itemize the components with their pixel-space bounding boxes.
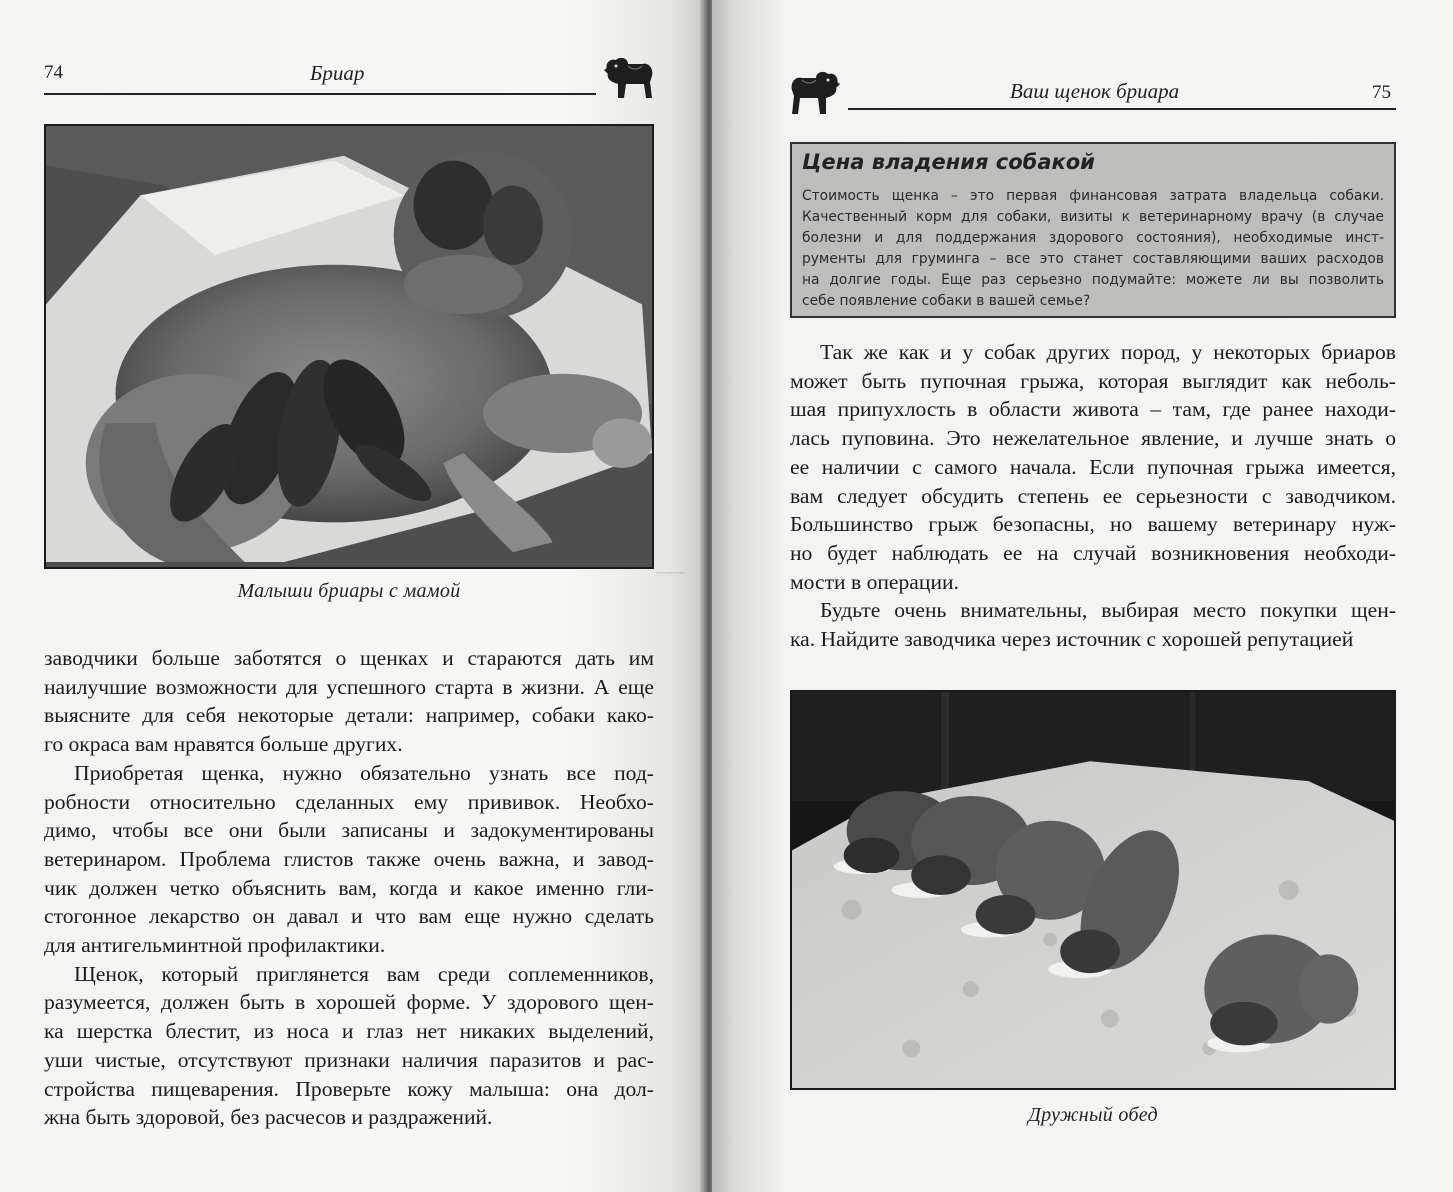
briard-dog-icon <box>598 52 656 102</box>
box-text-line: на долгие годы. Еще раз серьезно подумайте: можете ли вы позволить <box>802 272 1384 288</box>
running-title-right: Ваш щенок бриара <box>1010 79 1180 103</box>
text-line: го окраса вам нравятся больше других. <box>44 732 403 757</box>
header-rule-right <box>848 108 1396 110</box>
box-text <box>802 186 1384 312</box>
page-number-right: 75 <box>1372 82 1391 103</box>
text-line: может быть пупочная грыжа, которая выглядит как неболь- <box>790 368 1396 393</box>
text-line: стогонное лекарство он давал и что вам еще нужно сделать <box>44 904 654 929</box>
photo-puppies-eating <box>790 690 1396 1090</box>
text-line: димо, чтобы все они были записаны и задокументированы <box>44 818 654 843</box>
bleed-through-text: ── <box>656 562 685 584</box>
text-line: разумеется, должен быть в хорошей форме. У здорового щен- <box>44 990 654 1015</box>
running-title-left: Бриар <box>310 61 365 85</box>
briard-dog-icon <box>788 66 846 118</box>
photo-puppies-with-mother <box>44 124 654 569</box>
photo-caption-right: Дружный обед <box>1028 1104 1158 1126</box>
right-page <box>712 0 1453 1192</box>
paragraph <box>44 759 654 960</box>
box-text-line: болезни и для поддержания здорового состояния), необходимые инст- <box>802 230 1384 246</box>
text-line: жна быть здоровой, без расчесов и раздражений. <box>44 1105 493 1130</box>
text-line: Будьте очень внимательны, выбирая место покупки щен- <box>820 598 1396 623</box>
sidebar-box-cost <box>790 142 1396 318</box>
text-line: шая припухлость в области живота – там, где ранее находи- <box>790 397 1396 422</box>
text-line: наилучшие возможности для успешного старта в жизни. А еще <box>44 674 654 699</box>
text-line: но будет наблюдать ее на случай возникновения необходи- <box>790 540 1396 565</box>
box-title: Цена владения собакой <box>802 150 1095 174</box>
text-line: Приобретая щенка, нужно обязательно узнать все под- <box>74 760 654 785</box>
box-text-line: себе появление собаки в вашей семье? <box>802 293 1091 309</box>
box-text-line: Стоимость щенка – это первая финансовая затрата владельца собаки. <box>802 188 1384 204</box>
right-body-text <box>790 338 1396 654</box>
text-line: выясните для себя некоторые детали: например, собаки како- <box>44 703 654 728</box>
paragraph <box>790 338 1396 596</box>
text-line: ка шерстка блестит, из носа и глаз нет никаких выделений, <box>44 1019 654 1044</box>
paragraph <box>790 596 1396 653</box>
header-rule-left <box>44 93 596 95</box>
left-body-text <box>44 644 654 1132</box>
box-text-line: рументы для груминга – все это станет составляющими ваших расходов <box>802 251 1384 267</box>
text-line: стройства пищеварения. Проверьте кожу малыша: она дол- <box>44 1076 654 1101</box>
text-line: уши чистые, отсутствуют признаки наличия паразитов и рас- <box>44 1047 654 1072</box>
text-line: вам следует обсудить степень ее серьезности с заводчиком. <box>790 483 1396 508</box>
text-line: лась пуповина. Это нежелательное явление, и лучше знать о <box>790 426 1396 451</box>
text-line: для антигельминтной профилактики. <box>44 933 386 958</box>
paragraph <box>44 644 654 759</box>
text-line: ка. Найдите заводчика через источник с хорошей репутацией <box>790 627 1354 652</box>
left-page <box>0 0 705 1192</box>
text-line: Большинство грыж безопасны, но вашему ветеринару нуж- <box>790 512 1396 537</box>
paragraph <box>44 960 654 1132</box>
text-line: чик должен четко объяснить вам, когда и какое именно гли- <box>44 875 654 900</box>
photo-caption-left: Малыши бриары с мамой <box>237 580 461 602</box>
text-line: робности относительно сделанных ему прививок. Необхо- <box>44 789 654 814</box>
text-line: заводчики больше заботятся о щенках и стараются дать им <box>44 646 654 670</box>
text-line: ее наличии с самого начала. Если пупочная грыжа имеется, <box>790 454 1396 479</box>
text-line: ветеринаром. Проблема глистов также очень важна, и завод- <box>44 846 654 871</box>
text-line: Щенок, который приглянется вам среди соплеменников, <box>74 961 654 986</box>
box-text-line: Качественный корм для собаки, визиты к ветеринарному врачу (в случае <box>802 209 1384 225</box>
page-number-left: 74 <box>44 62 63 83</box>
text-line: Так же как и у собак других пород, у некоторых бриаров <box>820 340 1396 364</box>
text-line: мости в операции. <box>790 569 959 594</box>
